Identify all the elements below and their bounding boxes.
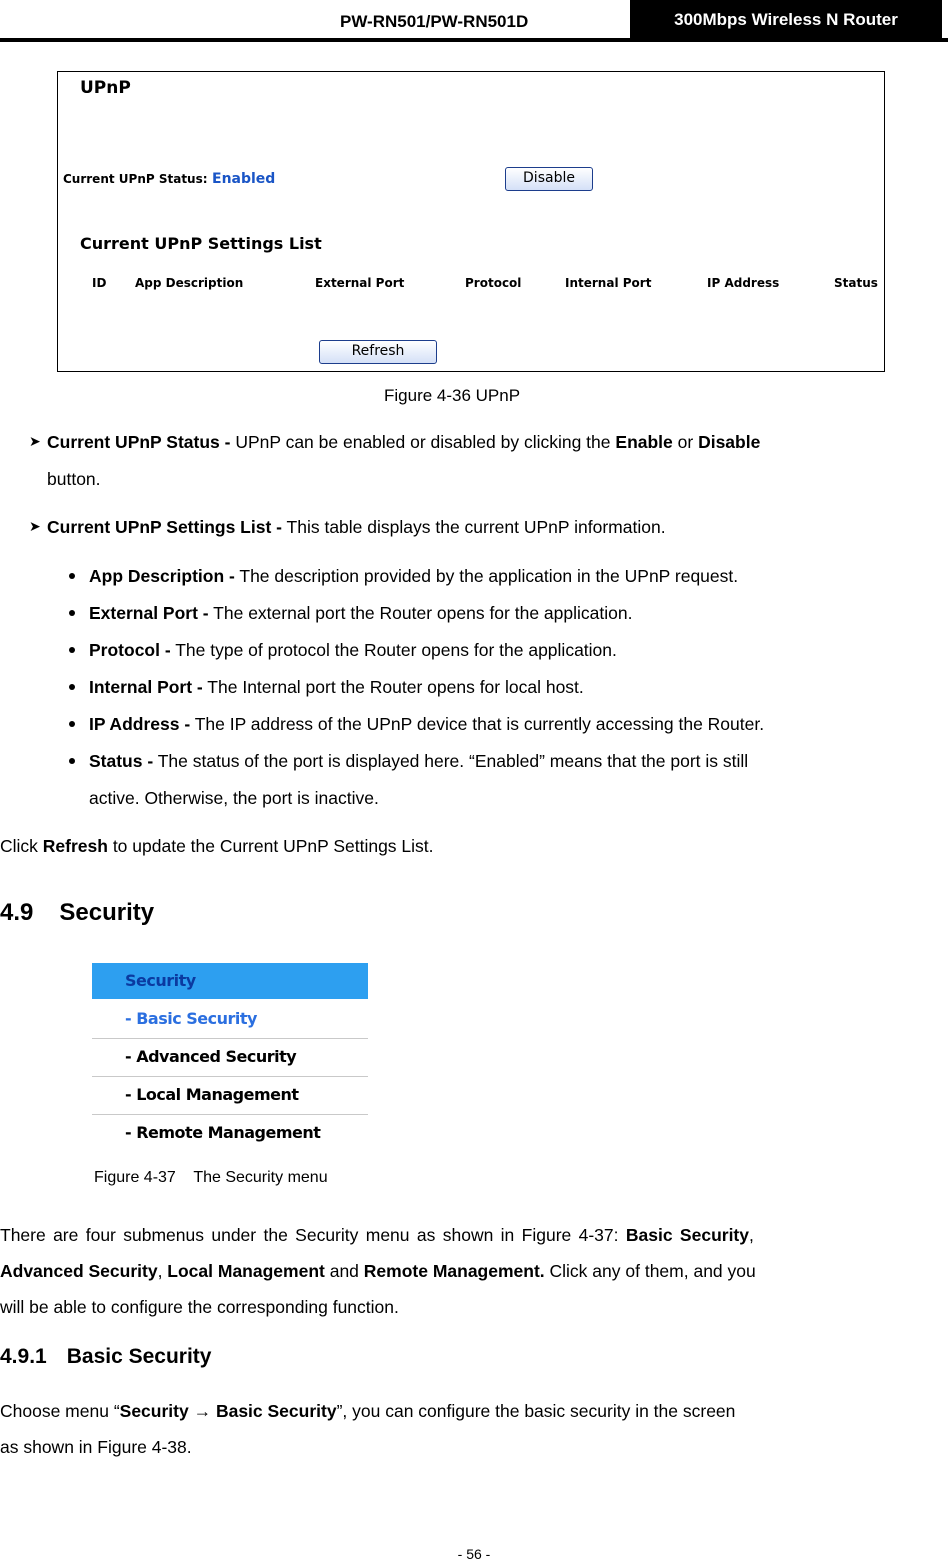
header-model: PW-RN501/PW-RN501D <box>340 12 529 31</box>
bullet-app-description: App Description - The description provided by the application in the UPnP request. <box>89 566 739 586</box>
upnp-list-title: Current UPnP Settings List <box>80 234 322 253</box>
item-current-upnp-status-cont: button. <box>47 469 101 489</box>
header-rule <box>0 38 948 42</box>
refresh-paragraph: Click Refresh to update the Current UPnP Settings List. <box>0 836 434 856</box>
bullet-dot-icon <box>69 573 75 579</box>
submenus-paragraph-line3: will be able to configure the corresponding function. <box>0 1297 399 1317</box>
arrow-bullet-icon: ➤ <box>29 518 41 534</box>
item-current-upnp-status: Current UPnP Status - UPnP can be enabled or disabled by clicking the Enable or Disable <box>47 432 761 452</box>
bullet-protocol: Protocol - The type of protocol the Router opens for the application. <box>89 640 617 660</box>
disable-button[interactable]: Disable <box>505 167 593 191</box>
figure-caption-upnp: Figure 4-36 UPnP <box>384 386 521 405</box>
column-header-external-port: External Port <box>315 276 405 290</box>
bullet-dot-icon <box>69 647 75 653</box>
bullet-dot-icon <box>69 684 75 690</box>
upnp-screenshot <box>57 71 885 372</box>
bullet-external-port: External Port - The external port the Router opens for the application. <box>89 603 633 623</box>
upnp-status-label: Current UPnP Status: <box>63 172 208 186</box>
bullet-internal-port: Internal Port - The Internal port the Router opens for local host. <box>89 677 584 697</box>
upnp-title: UPnP <box>80 78 131 98</box>
bullet-dot-icon <box>69 758 75 764</box>
choose-menu-paragraph-line1: Choose menu “Security → Basic Security”, you can configure the basic security in the screen <box>0 1401 736 1421</box>
submenus-paragraph-line2: Advanced Security, Local Management and Remote Management. Click any of them, and you <box>0 1261 756 1281</box>
menu-local-management[interactable]: - Local Management <box>92 1077 368 1113</box>
submenus-paragraph-line1: There are four submenus under the Security menu as shown in Figure 4-37: Basic Security, <box>0 1225 754 1245</box>
menu-basic-security[interactable]: - Basic Security <box>92 1001 368 1037</box>
bullet-dot-icon <box>69 721 75 727</box>
column-header-id: ID <box>92 276 107 290</box>
bullet-status: Status - The status of the port is displayed here. “Enabled” means that the port is still <box>89 751 749 771</box>
item-current-upnp-settings-list: Current UPnP Settings List - This table displays the current UPnP information. <box>47 517 666 537</box>
menu-security[interactable]: Security <box>92 963 368 999</box>
bullet-dot-icon <box>69 610 75 616</box>
security-menu-screenshot <box>92 963 368 1151</box>
figure-caption-security-menu: Figure 4-37 The Security menu <box>94 1169 328 1186</box>
bullet-status-cont: active. Otherwise, the port is inactive. <box>89 788 379 808</box>
refresh-button[interactable]: Refresh <box>319 340 437 364</box>
choose-menu-paragraph-line2: as shown in Figure 4-38. <box>0 1437 192 1457</box>
column-header-status: Status <box>834 276 878 290</box>
column-header-app-description: App Description <box>135 276 244 290</box>
column-header-internal-port: Internal Port <box>565 276 652 290</box>
page-header <box>0 0 948 42</box>
subsection-heading: 4.9.1 Basic Security <box>0 1345 212 1368</box>
upnp-status-value: Enabled <box>212 171 276 187</box>
page-number: - 56 - <box>457 1546 491 1562</box>
column-header-protocol: Protocol <box>465 276 522 290</box>
bullet-ip-address: IP Address - The IP address of the UPnP device that is currently accessing the Router. <box>89 714 765 734</box>
menu-advanced-security[interactable]: - Advanced Security <box>92 1039 368 1075</box>
arrow-bullet-icon: ➤ <box>29 433 41 449</box>
header-product: 300Mbps Wireless N Router <box>630 0 942 40</box>
menu-remote-management[interactable]: - Remote Management <box>125 1123 321 1142</box>
column-header-ip-address: IP Address <box>707 276 780 290</box>
section-heading: 4.9 Security <box>0 899 155 926</box>
